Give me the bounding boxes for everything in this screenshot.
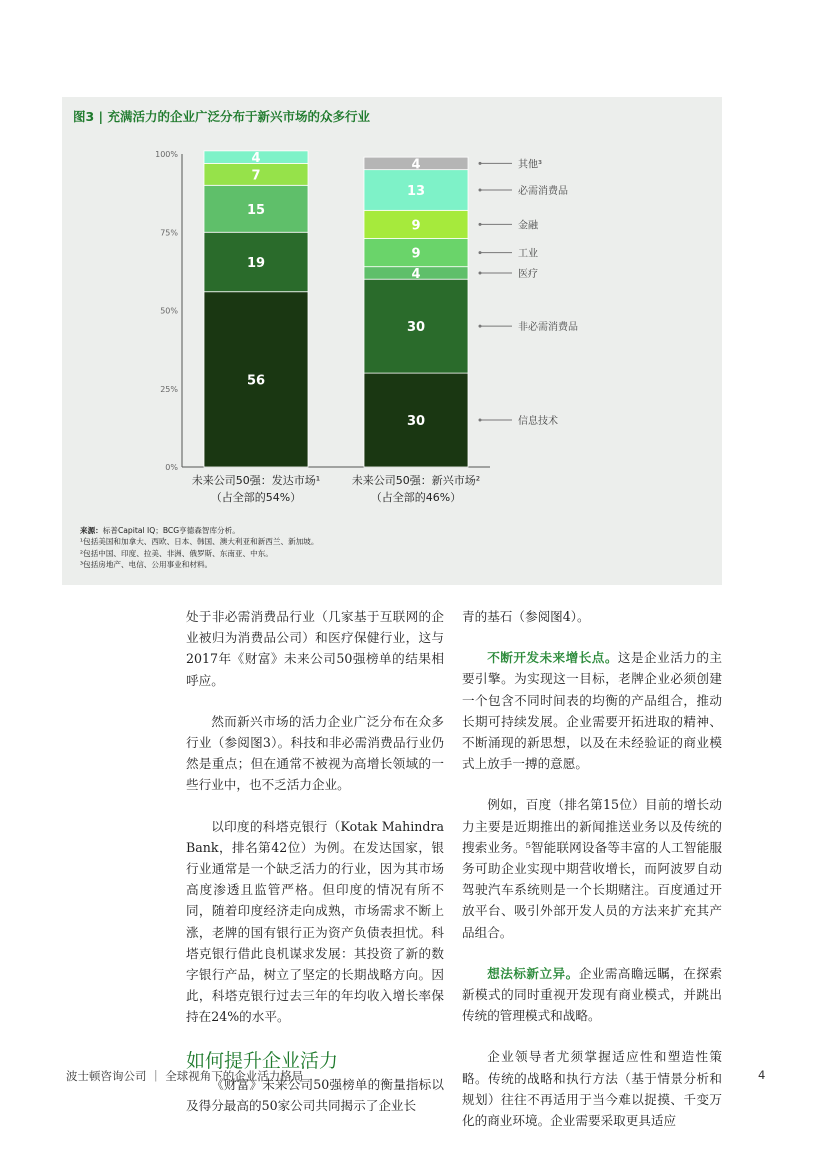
bar-value-label: 19 bbox=[246, 255, 266, 271]
bar-value-label: 56 bbox=[246, 373, 266, 389]
category-label: 未来公司50强：新兴市场² bbox=[351, 474, 481, 487]
source-label: 来源： bbox=[80, 526, 103, 535]
section-heading: 如何提升企业活力 bbox=[186, 1049, 339, 1072]
page-number: 4 bbox=[758, 1068, 766, 1082]
bar-value-label: 4 bbox=[411, 266, 421, 282]
legend-label: 工业 bbox=[518, 248, 538, 260]
bar-value-label: 9 bbox=[411, 218, 421, 234]
legend-label: 医疗 bbox=[518, 268, 538, 280]
bar-value-label: 30 bbox=[406, 320, 426, 336]
right-column bbox=[462, 606, 722, 1151]
footer-text: 波士顿咨询公司 ｜ 全球视角下的企业活力格局 bbox=[66, 1069, 304, 1083]
y-tick-label: 25% bbox=[160, 384, 178, 394]
footnote-2: ²包括中国、印度、拉美、非洲、俄罗斯、东南亚、中东。 bbox=[80, 548, 273, 558]
bar-value-label: 4 bbox=[411, 157, 421, 173]
source-text: 标普Capital IQ；BCG亨德森智库分析。 bbox=[102, 526, 240, 535]
right-paragraph-1: 不断开发未来增长点。这是企业活力的主要引擎。为实现这一目标，老牌企业必须创建一个包含不同时间表的均衡的产品组合，推动长期可持续发展。企业需要开拓进取的精神、不断涌现的新思想，以及在未经验证的商业模式上放手一搏的意愿。 bbox=[462, 650, 723, 772]
legend-label: 其他³ bbox=[518, 159, 543, 171]
y-tick-label: 50% bbox=[160, 306, 178, 316]
right-paragraph-0: 青的基石（参阅图4）。 bbox=[462, 609, 590, 624]
legend-leader-dot bbox=[479, 223, 482, 226]
footnote-1: ¹包括美国和加拿大、西欧、日本、韩国、澳大利亚和新西兰、新加坡。 bbox=[80, 537, 319, 547]
legend-leader-dot bbox=[479, 419, 482, 422]
left-paragraph-4: 《财富》未来公司50强榜单的衡量指标以及得分最高的50家公司共同揭示了企业长 bbox=[186, 1076, 444, 1113]
legend-leader-dot bbox=[479, 271, 482, 274]
figure-title: 图3 | 充满活力的企业广泛分布于新兴市场的众多行业 bbox=[73, 109, 370, 124]
category-sublabel: （占全部的54%） bbox=[210, 491, 302, 504]
y-tick-label: 0% bbox=[165, 463, 178, 472]
legend-label: 金融 bbox=[518, 220, 538, 232]
legend-leader-dot bbox=[479, 188, 482, 191]
legend-leader-dot bbox=[479, 325, 482, 328]
category-sublabel: （占全部的46%） bbox=[370, 491, 462, 504]
highlight-growth: 不断开发未来增长点。 bbox=[487, 650, 618, 666]
footnote-3: ³包括房地产、电信、公用事业和材料。 bbox=[80, 560, 213, 570]
right-paragraph-4: 企业领导者尤须掌握适应性和塑造性策略。传统的战略和执行方法（基于情景分析和规划）往往不再适用于当今难以捉摸、千变万化的商业环境。企业需要采取更具适应 bbox=[462, 1049, 722, 1129]
legend-label: 必需消费品 bbox=[518, 185, 568, 197]
legend-leader-dot bbox=[479, 162, 482, 165]
y-tick-label: 75% bbox=[160, 228, 178, 238]
left-paragraph-3: 以印度的科塔克银行（Kotak Mahindra Bank，排名第42位）为例。在发达国家，银行业通常是一个缺乏活力的行业，因为其市场高度渗透且监管严格。但印度的情况有所不同，随着印度经济走向成熟，市场需求不断上涨，老牌的国有银行正为资产负债表担忧。科塔克银行借此良机谋求发展：其投资了新的数字银行产品，树立了坚定的长期战略方向。因此，科塔克银行过去三年的年均收入增长率保持在24%的水平。 bbox=[186, 818, 444, 1025]
bar-value-label: 15 bbox=[246, 202, 266, 218]
left-column bbox=[186, 606, 444, 1136]
figure-notes bbox=[80, 525, 318, 571]
bar-value-label: 30 bbox=[406, 414, 426, 430]
highlight-ideas: 想法标新立异。 bbox=[487, 965, 579, 981]
legend-label: 信息技术 bbox=[518, 416, 558, 428]
legend-label: 非必需消费品 bbox=[518, 322, 578, 334]
right-paragraph-2: 例如，百度（排名第15位）目前的增长动力主要是近期推出的新闻推送业务以及传统的搜索业务。⁵智能联网设备等丰富的人工智能服务可助企业实现中期营收增长，而阿波罗自动驾驶汽车系统则是一个长期赌注。百度通过开放平台、吸引外部开发人员的方法来扩充其产品组合。 bbox=[462, 797, 722, 940]
bar-value-label: 4 bbox=[251, 151, 261, 167]
right-paragraph-3: 想法标新立异。企业需高瞻远瞩，在探索新模式的同时重视开发现有商业模式，并跳出传统的管理模式和战略。 bbox=[462, 965, 723, 1024]
category-label: 未来公司50强：发达市场¹ bbox=[191, 474, 321, 487]
bar-value-label: 13 bbox=[406, 183, 426, 199]
bar-value-label: 7 bbox=[251, 168, 261, 184]
left-paragraph-1: 处于非必需消费品行业（几家基于互联网的企业被归为消费品公司）和医疗保健行业，这与 2017年《财富》未来公司50强榜单的结果相呼应。 bbox=[186, 609, 444, 688]
y-tick-label: 100% bbox=[155, 150, 178, 159]
left-paragraph-2: 然而新兴市场的活力企业广泛分布在众多行业（参阅图3）。科技和非必需消费品行业仍然是重点；但在通常不被视为高增长领域的一些行业中，也不乏活力企业。 bbox=[186, 713, 444, 793]
figure-panel bbox=[62, 97, 722, 585]
bar-value-label: 9 bbox=[411, 246, 421, 262]
legend-leader-dot bbox=[479, 251, 482, 254]
stacked-bar-chart bbox=[62, 97, 722, 517]
